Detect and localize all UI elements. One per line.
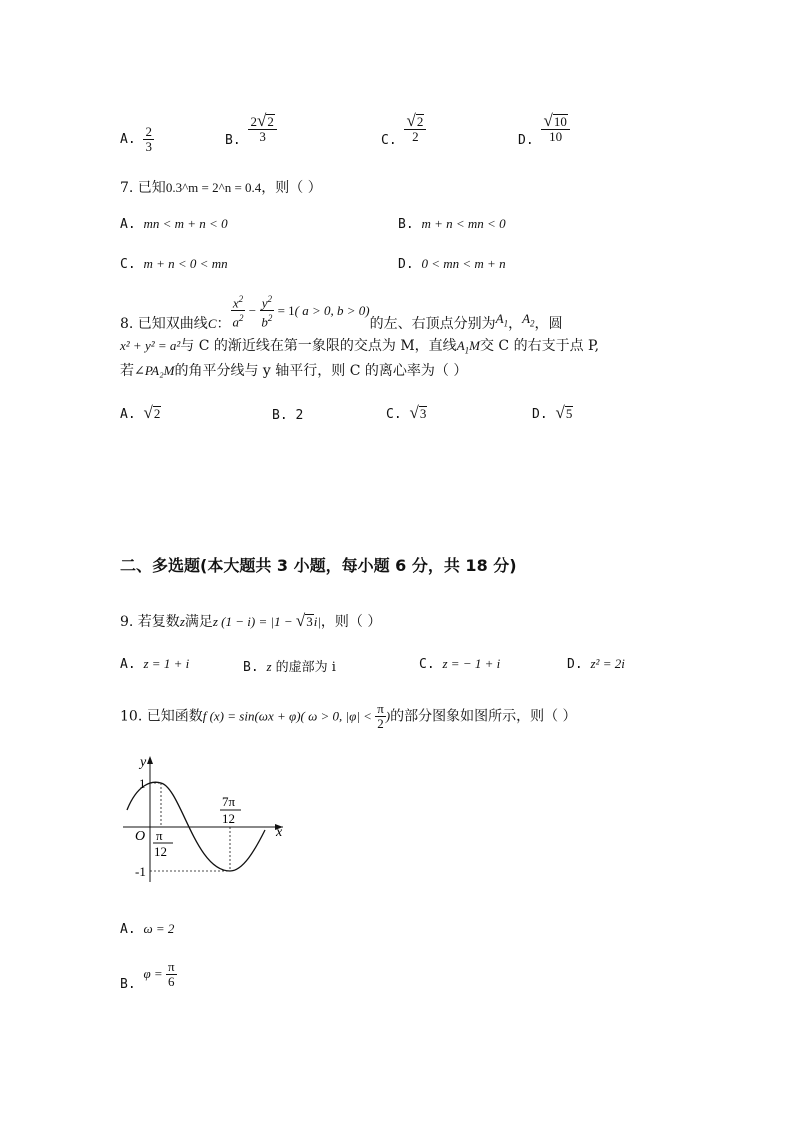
y-min-label: -1 bbox=[135, 864, 146, 879]
q6-b-fraction: 2 √ 2 3 bbox=[248, 112, 276, 144]
q6-a-fraction: $\frac{2}{3}$ bbox=[145, 124, 152, 154]
q10-sine-graph bbox=[115, 750, 295, 890]
q7-stem: 7. 已知0.3^m = 2^n = 0.4，则（ ） bbox=[120, 180, 322, 196]
q9-stem: 9. 若复数z满足z (1 − i) = |1 − √ 3 i|，则（ ） bbox=[120, 611, 382, 630]
x-axis-label: x bbox=[276, 825, 283, 840]
q6-option-d: D. √ 10 10 bbox=[518, 112, 570, 144]
q6-option-c: C. √ 2 2 bbox=[381, 112, 426, 144]
q8-option-b: B. 2 bbox=[272, 408, 304, 423]
y-axis-label: y bbox=[140, 755, 147, 770]
y-axis-arrow-icon bbox=[147, 756, 153, 764]
q7-option-a: A. mn < m + n < 0 bbox=[120, 216, 228, 232]
q9-option-a: A. z = 1 + i bbox=[120, 656, 190, 672]
x2-denominator: 12 bbox=[222, 811, 235, 826]
y-max-label: 1 bbox=[139, 776, 146, 791]
origin-label: O bbox=[135, 829, 146, 844]
x1-denominator: 12 bbox=[154, 844, 167, 859]
q6-option-a: A. $\frac{2}{3}$ bbox=[120, 124, 152, 154]
q6-d-fraction: √ 10 10 bbox=[541, 112, 569, 144]
q8-option-a: A. √ 2 bbox=[120, 403, 161, 422]
q9-option-c: C. z = − 1 + i bbox=[419, 656, 501, 672]
q7-option-d: D. 0 < mn < m + n bbox=[398, 256, 506, 272]
q7-option-b: B. m + n < mn < 0 bbox=[398, 216, 506, 232]
x2-numerator: 7π bbox=[222, 794, 236, 809]
q10-option-a: A. ω = 2 bbox=[120, 921, 175, 937]
x1-numerator: π bbox=[156, 828, 163, 843]
q8-line-3: 若∠PA₂M的角平分线与 y 轴平行，则 C 的离心率为（ ） bbox=[120, 363, 468, 379]
q9-option-d: D. z² = 2i bbox=[567, 656, 625, 672]
q8-line-1: 8. 已知双曲线C： $\frac{x^2}{a^2}$ − $\frac{y^2}{b^2}$ = 1( a > 0, b > 0)的左、右顶点分别为$A_1$，$A_2$，圆 bbox=[120, 294, 563, 332]
q8-option-c: C. √ 3 bbox=[386, 403, 427, 422]
q10-b-fraction: $\frac{\pi}{6}$ bbox=[167, 959, 175, 989]
q8-y-fraction: $\frac{y^2}{b^2}$ bbox=[261, 294, 273, 330]
q10-stem: 10. 已知函数f (x) = sin(ωx + φ)( ω > 0, |φ| < $\frac{\pi}{2}$ )的部分图象如图所示，则（ ） bbox=[120, 701, 577, 731]
q8-x-fraction: $\frac{x^2}{a^2}$ bbox=[232, 294, 244, 330]
q9-option-b: B. z 的虚部为 i bbox=[243, 659, 336, 675]
q10-cond-fraction: $\frac{\pi}{2}$ bbox=[377, 701, 384, 731]
q6-option-b: B. 2 √ 2 3 bbox=[225, 112, 277, 144]
section-2-heading: 二、多选题(本大题共 3 小题，每小题 6 分，共 18 分) bbox=[120, 556, 517, 575]
q7-condition: 0.3^m = 2^n = 0.4 bbox=[165, 180, 262, 195]
q8-line-2: x² + y² = a²与 C 的渐近线在第一象限的交点为 M，直线$A_1M$交 C 的右支于点 P, bbox=[120, 338, 600, 356]
q6-c-fraction: √ 2 2 bbox=[404, 112, 426, 144]
q8-option-d: D. √ 5 bbox=[532, 403, 573, 422]
q7-option-c: C. m + n < 0 < mn bbox=[120, 256, 228, 272]
q10-option-b: B. φ = $\frac{\pi}{6}$ bbox=[120, 959, 175, 992]
